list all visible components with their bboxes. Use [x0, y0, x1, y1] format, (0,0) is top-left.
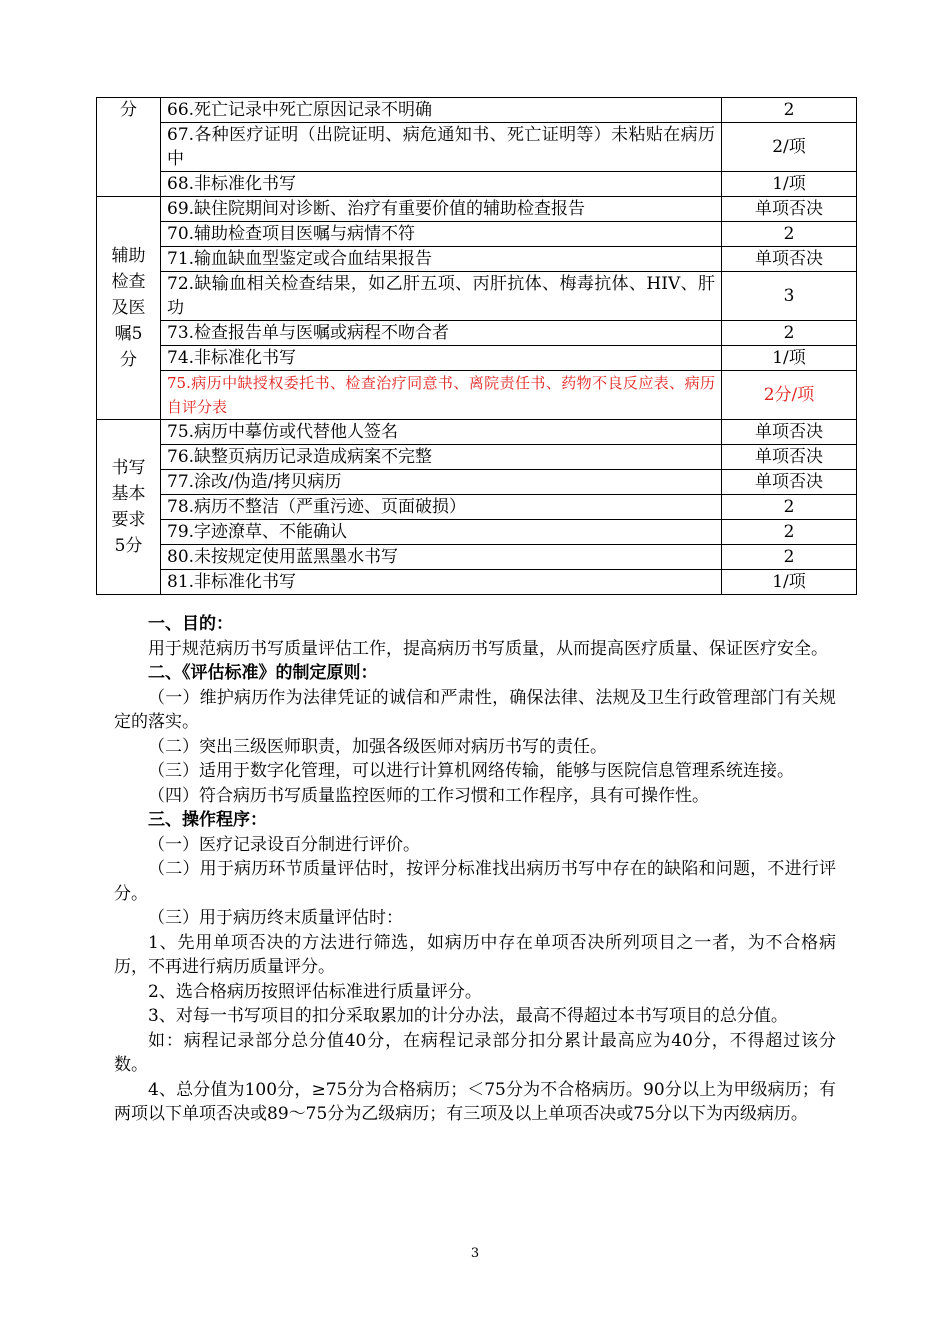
score-cell: 单项否决 — [722, 197, 857, 222]
table-row — [97, 570, 857, 595]
score-cell: 单项否决 — [722, 445, 857, 470]
item-cell: 68.非标准化书写 — [161, 172, 722, 197]
item-cell: 69.缺住院期间对诊断、治疗有重要价值的辅助检查报告 — [161, 197, 722, 222]
table-row — [97, 470, 857, 495]
table-row — [97, 495, 857, 520]
table-row — [97, 197, 857, 222]
scoring-table — [96, 97, 857, 595]
item-cell: 75.病历中缺授权委托书、检查治疗同意书、离院责任书、药物不良反应表、病历自评分表 — [161, 371, 722, 420]
paragraph: （三）适用于数字化管理，可以进行计算机网络传输，能够与医院信息管理系统连接。 — [148, 761, 794, 781]
table-row — [97, 520, 857, 545]
paragraph: （四）符合病历书写质量监控医师的工作习惯和工作程序，具有可操作性。 — [148, 785, 709, 806]
paragraph: 1、先用单项否决的方法进行筛选，如病历中存在单项否决所列项目之一者，为不合格病历，不再进行病历质量评分。 — [114, 932, 836, 977]
paragraph: （一）维护病历作为法律凭证的诚信和严肃性，确保法律、法规及卫生行政管理部门有关规定的落实。 — [114, 687, 836, 732]
score-cell: 1/项 — [722, 172, 857, 197]
score-cell: 2 — [722, 520, 857, 545]
item-cell: 72.缺输血相关检查结果，如乙肝五项、丙肝抗体、梅毒抗体、HIV、肝功 — [161, 272, 722, 321]
table-row — [97, 445, 857, 470]
score-cell: 2 — [722, 321, 857, 346]
table-row — [97, 346, 857, 371]
category-cell: 分 — [97, 98, 161, 197]
table-row — [97, 123, 857, 172]
item-cell: 81.非标准化书写 — [161, 570, 722, 595]
score-cell: 2 — [722, 222, 857, 247]
score-cell: 3 — [722, 272, 857, 321]
table-row — [97, 272, 857, 321]
table-row — [97, 420, 857, 445]
table-row — [97, 222, 857, 247]
paragraph: （一）医疗记录设百分制进行评价。 — [148, 834, 420, 855]
table-row — [97, 247, 857, 272]
paragraph: （二）突出三级医师职责，加强各级医师对病历书写的责任。 — [148, 736, 607, 757]
score-cell: 2 — [722, 495, 857, 520]
score-cell: 单项否决 — [722, 470, 857, 495]
paragraph: （二）用于病历环节质量评估时，按评分标准找出病历书写中存在的缺陷和问题，不进行评分。 — [114, 859, 836, 904]
paragraph: （三）用于病历终末质量评估时： — [148, 908, 403, 928]
category-cell — [97, 420, 161, 595]
paragraph: 2、选合格病历按照评估标准进行质量评分。 — [148, 981, 482, 1002]
item-cell: 67.各种医疗证明（出院证明、病危通知书、死亡证明等）未粘贴在病历中 — [161, 123, 722, 172]
score-cell: 2/项 — [722, 123, 857, 172]
item-cell: 79.字迹潦草、不能确认 — [161, 520, 722, 545]
item-cell: 66.死亡记录中死亡原因记录不明确 — [161, 98, 722, 123]
paragraph: 4、总分值为100分，≥75分为合格病历；＜75分为不合格病历。90分以上为甲级病历；有两项以下单项否决或89～75分为乙级病历；有三项及以上单项否决或75分以下为丙级病历。 — [114, 1079, 836, 1124]
table-row — [97, 321, 857, 346]
score-cell: 1/项 — [722, 346, 857, 371]
table-row — [97, 172, 857, 197]
body-text — [114, 612, 836, 1127]
score-cell: 2 — [722, 545, 857, 570]
item-cell: 74.非标准化书写 — [161, 346, 722, 371]
table-row — [97, 98, 857, 123]
category-label: 辅助检查及医嘱5分 — [111, 246, 146, 370]
section-heading: 一、目的： — [148, 614, 233, 634]
item-cell: 71.输血缺血型鉴定或合血结果报告 — [161, 247, 722, 272]
score-cell: 2分/项 — [722, 371, 857, 420]
item-cell: 73.检查报告单与医嘱或病程不吻合者 — [161, 321, 722, 346]
table-row — [97, 545, 857, 570]
category-cell — [97, 197, 161, 420]
section-heading: 三、操作程序： — [148, 810, 267, 830]
paragraph: 3、对每一书写项目的扣分采取累加的计分办法，最高不得超过本书写项目的总分值。 — [148, 1006, 788, 1026]
item-cell: 75.病历中摹仿或代替他人签名 — [161, 420, 722, 445]
item-cell: 76.缺整页病历记录造成病案不完整 — [161, 445, 722, 470]
score-cell: 1/项 — [722, 570, 857, 595]
paragraph: 用于规范病历书写质量评估工作，提高病历书写质量，从而提高医疗质量、保证医疗安全。 — [148, 638, 828, 659]
score-cell: 单项否决 — [722, 420, 857, 445]
page-number: 3 — [470, 1246, 480, 1261]
table-row-highlighted — [97, 371, 857, 420]
paragraph: 如：病程记录部分总分值40分，在病程记录部分扣分累计最高应为40分，不得超过该分数。 — [114, 1030, 836, 1075]
item-cell: 80.未按规定使用蓝黑墨水书写 — [161, 545, 722, 570]
item-cell: 78.病历不整洁（严重污迹、页面破损） — [161, 495, 722, 520]
item-cell: 77.涂改/伪造/拷贝病历 — [161, 470, 722, 495]
category-label: 书写基本要求5分 — [111, 458, 146, 556]
score-cell: 单项否决 — [722, 247, 857, 272]
item-cell: 70.辅助检查项目医嘱与病情不符 — [161, 222, 722, 247]
section-heading: 二、《评估标准》的制定原则： — [148, 663, 378, 683]
score-cell: 2 — [722, 98, 857, 123]
